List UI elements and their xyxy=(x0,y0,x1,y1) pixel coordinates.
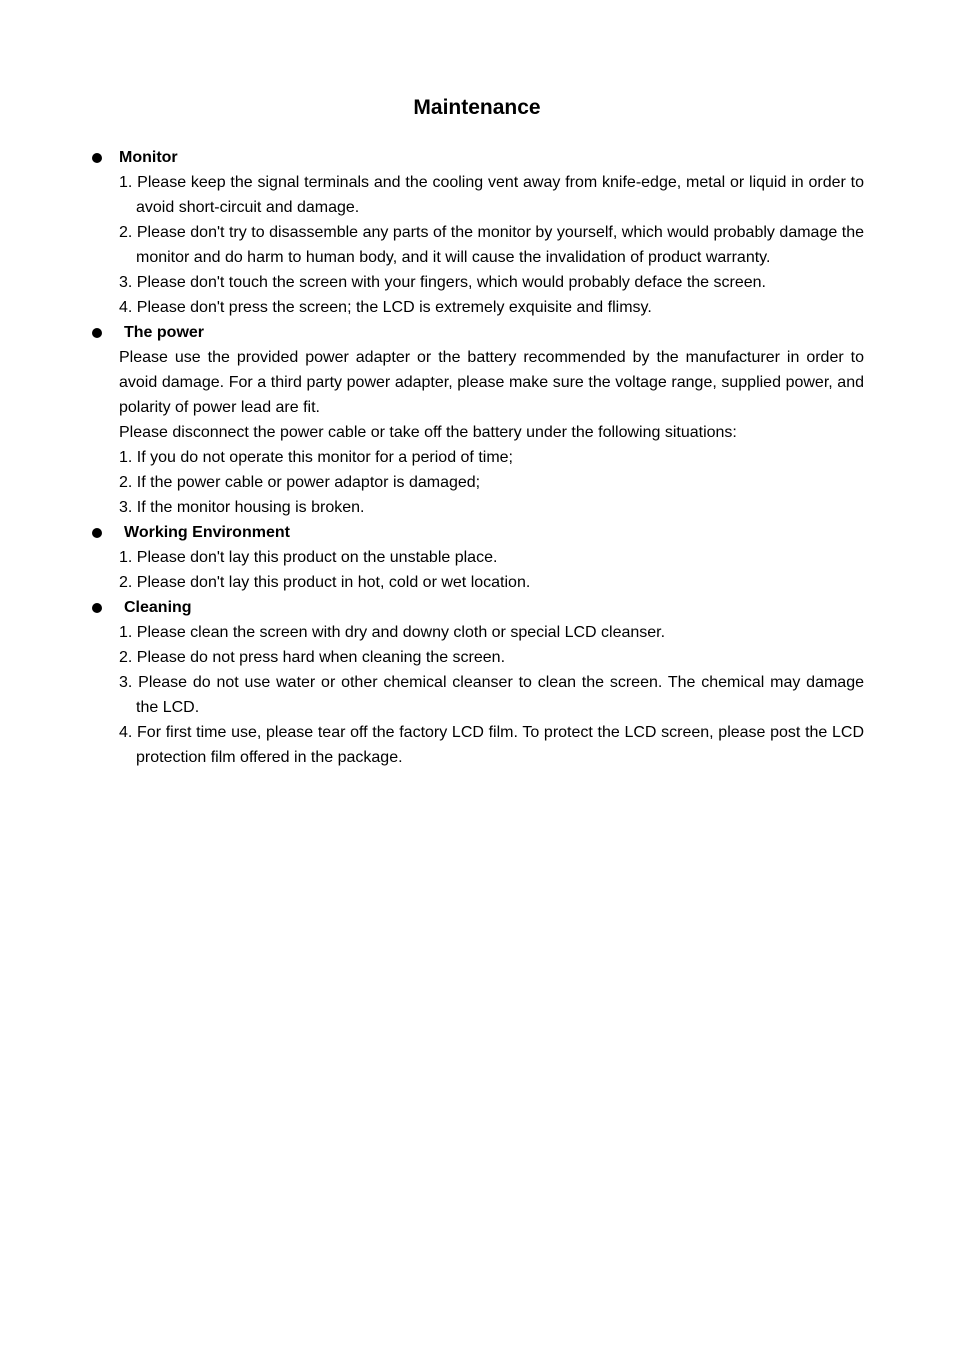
section-cleaning xyxy=(88,595,864,770)
bullet-icon xyxy=(92,328,102,338)
bullet-icon xyxy=(92,528,102,538)
section-heading: The power xyxy=(124,324,205,341)
section-heading: Monitor xyxy=(119,149,178,166)
list-item: 1. If you do not operate this monitor for a period of time; xyxy=(119,449,513,466)
section-heading: Working Environment xyxy=(124,524,290,541)
list-item: 3. Please don't touch the screen with your fingers, which would probably deface the screen. xyxy=(119,274,766,291)
document-body xyxy=(88,145,864,770)
section-monitor xyxy=(88,145,864,320)
list-item: 1. Please don't lay this product on the unstable place. xyxy=(119,549,498,566)
list-item: 3. Please do not use water or other chemical cleanser to clean the screen. The chemical may damage the LCD. xyxy=(119,674,864,716)
list-item: 2. Please don't lay this product in hot, cold or wet location. xyxy=(119,574,531,591)
list-item: 1. Please keep the signal terminals and the cooling vent away from knife-edge, metal or liquid in order to avoid short-circuit and damage. xyxy=(119,174,864,216)
list-item: 2. Please don't try to disassemble any parts of the monitor by yourself, which would probably damage the monitor and do harm to human body, and it will cause the invalidation of product warranty. xyxy=(119,224,864,266)
bullet-icon xyxy=(92,153,102,163)
list-item: 4. Please don't press the screen; the LCD is extremely exquisite and flimsy. xyxy=(119,299,652,316)
list-item: 2. Please do not press hard when cleaning the screen. xyxy=(119,649,506,666)
page-title: Maintenance xyxy=(413,96,541,119)
section-working-environment xyxy=(88,520,864,595)
bullet-icon xyxy=(92,603,102,613)
list-item: 3. If the monitor housing is broken. xyxy=(119,499,365,516)
section-power xyxy=(88,320,864,520)
section-heading: Cleaning xyxy=(124,599,192,616)
paragraph: Please disconnect the power cable or take off the battery under the following situations: xyxy=(119,424,737,441)
list-item: 2. If the power cable or power adaptor is damaged; xyxy=(119,474,481,491)
list-item: 1. Please clean the screen with dry and downy cloth or special LCD cleanser. xyxy=(119,624,666,641)
list-item: 4. For first time use, please tear off the factory LCD film. To protect the LCD screen, please post the LCD protection film offered in the package. xyxy=(119,724,864,766)
paragraph: Please use the provided power adapter or the battery recommended by the manufacturer in order to avoid damage. For a third party power adapter, please make sure the voltage range, supplied power, and polarity of power lead are fit. xyxy=(119,349,864,416)
